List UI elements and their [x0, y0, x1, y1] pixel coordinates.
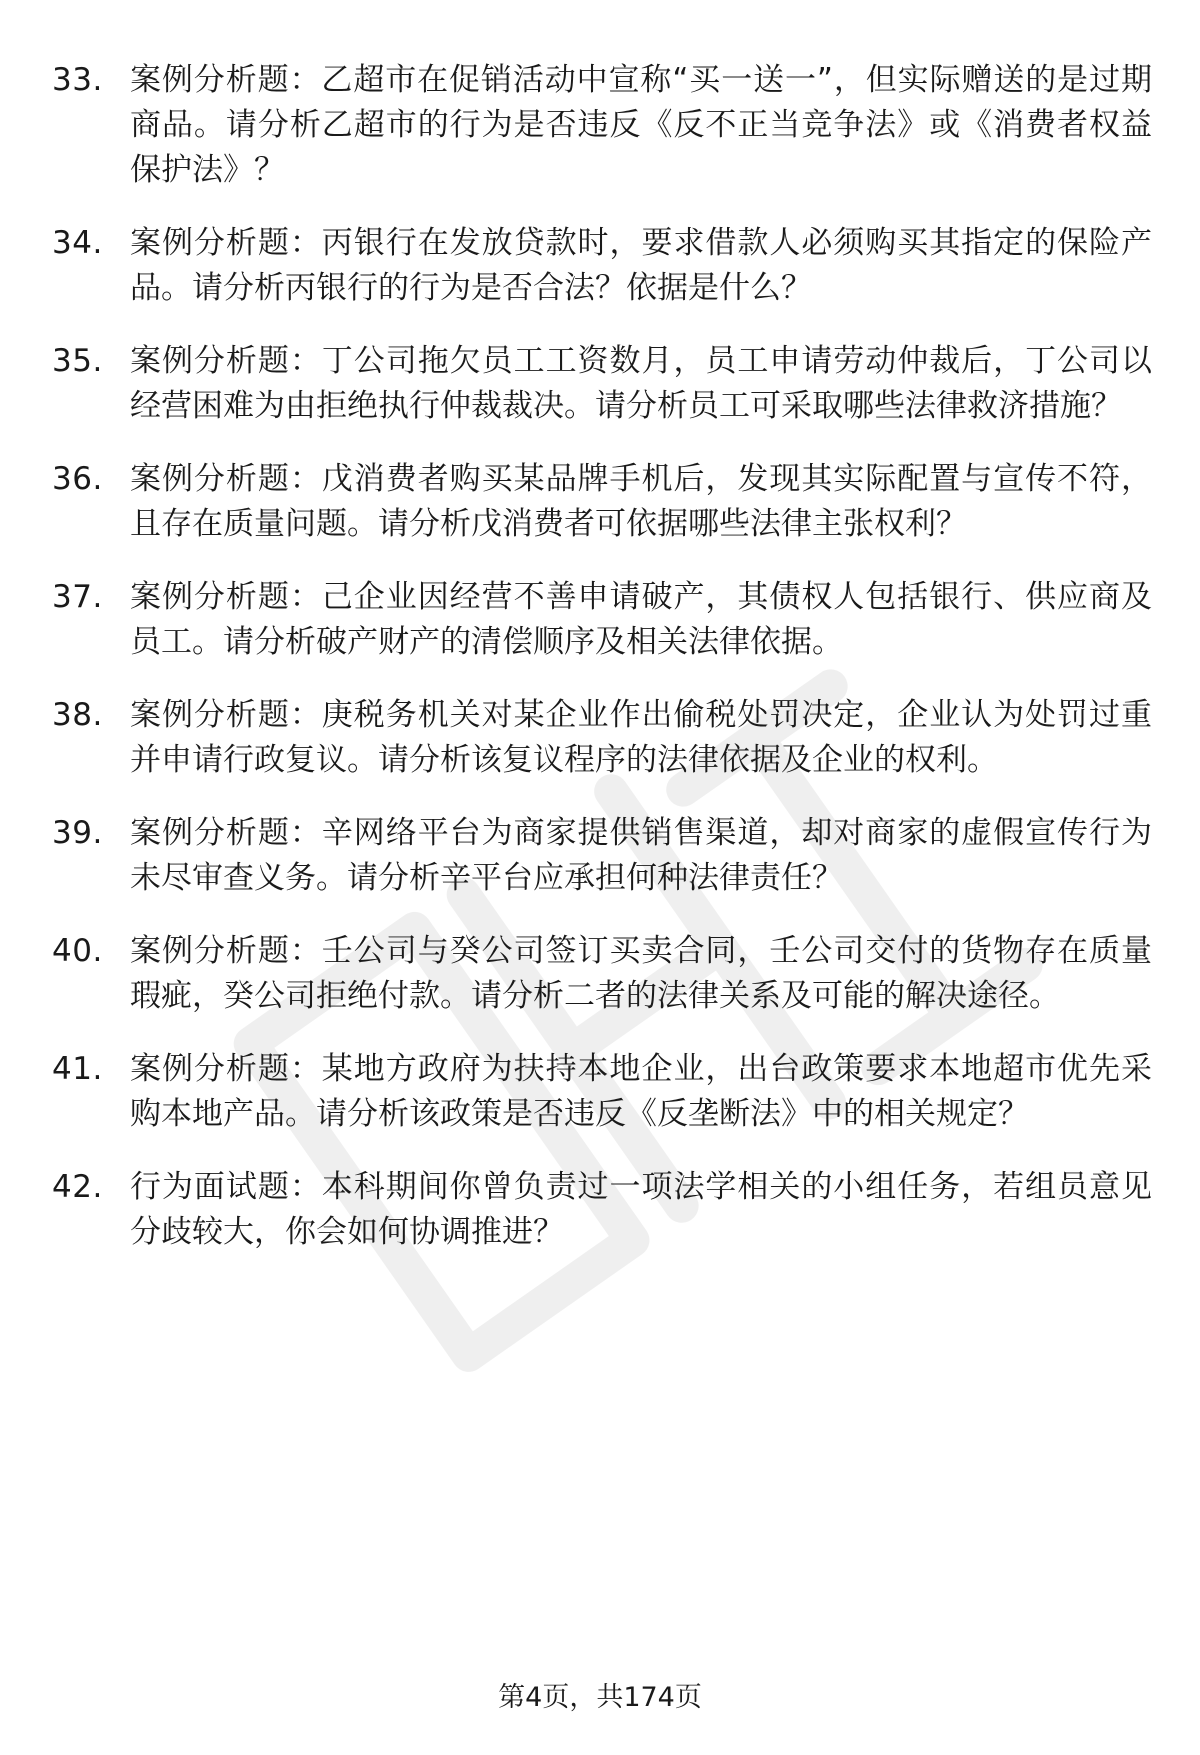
question-item	[52, 58, 1152, 193]
question-item	[52, 457, 1152, 547]
question-item	[52, 221, 1152, 311]
question-text: 案例分析题：己企业因经营不善申请破产，其债权人包括银行、供应商及员工。请分析破产财产的清偿顺序及相关法律依据。	[130, 579, 1152, 660]
question-number: 36.	[52, 461, 103, 497]
question-text: 案例分析题：丁公司拖欠员工工资数月，员工申请劳动仲裁后，丁公司以经营困难为由拒绝执行仲裁裁决。请分析员工可采取哪些法律救济措施？	[130, 343, 1152, 424]
question-text: 案例分析题：乙超市在促销活动中宣称“买一送一”，但实际赠送的是过期商品。请分析乙超市的行为是否违反《反不正当竞争法》或《消费者权益保护法》？	[130, 62, 1152, 188]
question-text: 行为面试题：本科期间你曾负责过一项法学相关的小组任务，若组员意见分歧较大，你会如何协调推进？	[130, 1169, 1152, 1250]
question-item	[52, 575, 1152, 665]
question-number: 34.	[52, 225, 103, 261]
question-number: 41.	[52, 1051, 103, 1087]
question-number: 33.	[52, 62, 103, 98]
question-item	[52, 1165, 1152, 1255]
question-number: 35.	[52, 343, 103, 379]
question-number: 42.	[52, 1169, 103, 1205]
question-text: 案例分析题：辛网络平台为商家提供销售渠道，却对商家的虚假宣传行为未尽审查义务。请分析辛平台应承担何种法律责任？	[130, 815, 1152, 896]
question-number: 37.	[52, 579, 103, 615]
question-text: 案例分析题：戊消费者购买某品牌手机后，发现其实际配置与宣传不符，且存在质量问题。请分析戊消费者可依据哪些法律主张权利？	[130, 461, 1152, 542]
question-item	[52, 929, 1152, 1019]
question-item	[52, 339, 1152, 429]
page-footer: 第4页，共174页	[498, 1682, 702, 1713]
question-number: 40.	[52, 933, 103, 969]
question-text: 案例分析题：丙银行在发放贷款时，要求借款人必须购买其指定的保险产品。请分析丙银行的行为是否合法？依据是什么？	[130, 225, 1152, 306]
question-list	[52, 58, 1152, 1283]
question-text: 案例分析题：壬公司与癸公司签订买卖合同，壬公司交付的货物存在质量瑕疵，癸公司拒绝付款。请分析二者的法律关系及可能的解决途径。	[130, 933, 1152, 1014]
question-item	[52, 693, 1152, 783]
question-item	[52, 811, 1152, 901]
question-text: 案例分析题：某地方政府为扶持本地企业，出台政策要求本地超市优先采购本地产品。请分析该政策是否违反《反垄断法》中的相关规定？	[130, 1051, 1152, 1132]
question-item	[52, 1047, 1152, 1137]
question-text: 案例分析题：庚税务机关对某企业作出偷税处罚决定，企业认为处罚过重并申请行政复议。请分析该复议程序的法律依据及企业的权利。	[130, 697, 1152, 778]
question-number: 39.	[52, 815, 103, 851]
question-number: 38.	[52, 697, 103, 733]
